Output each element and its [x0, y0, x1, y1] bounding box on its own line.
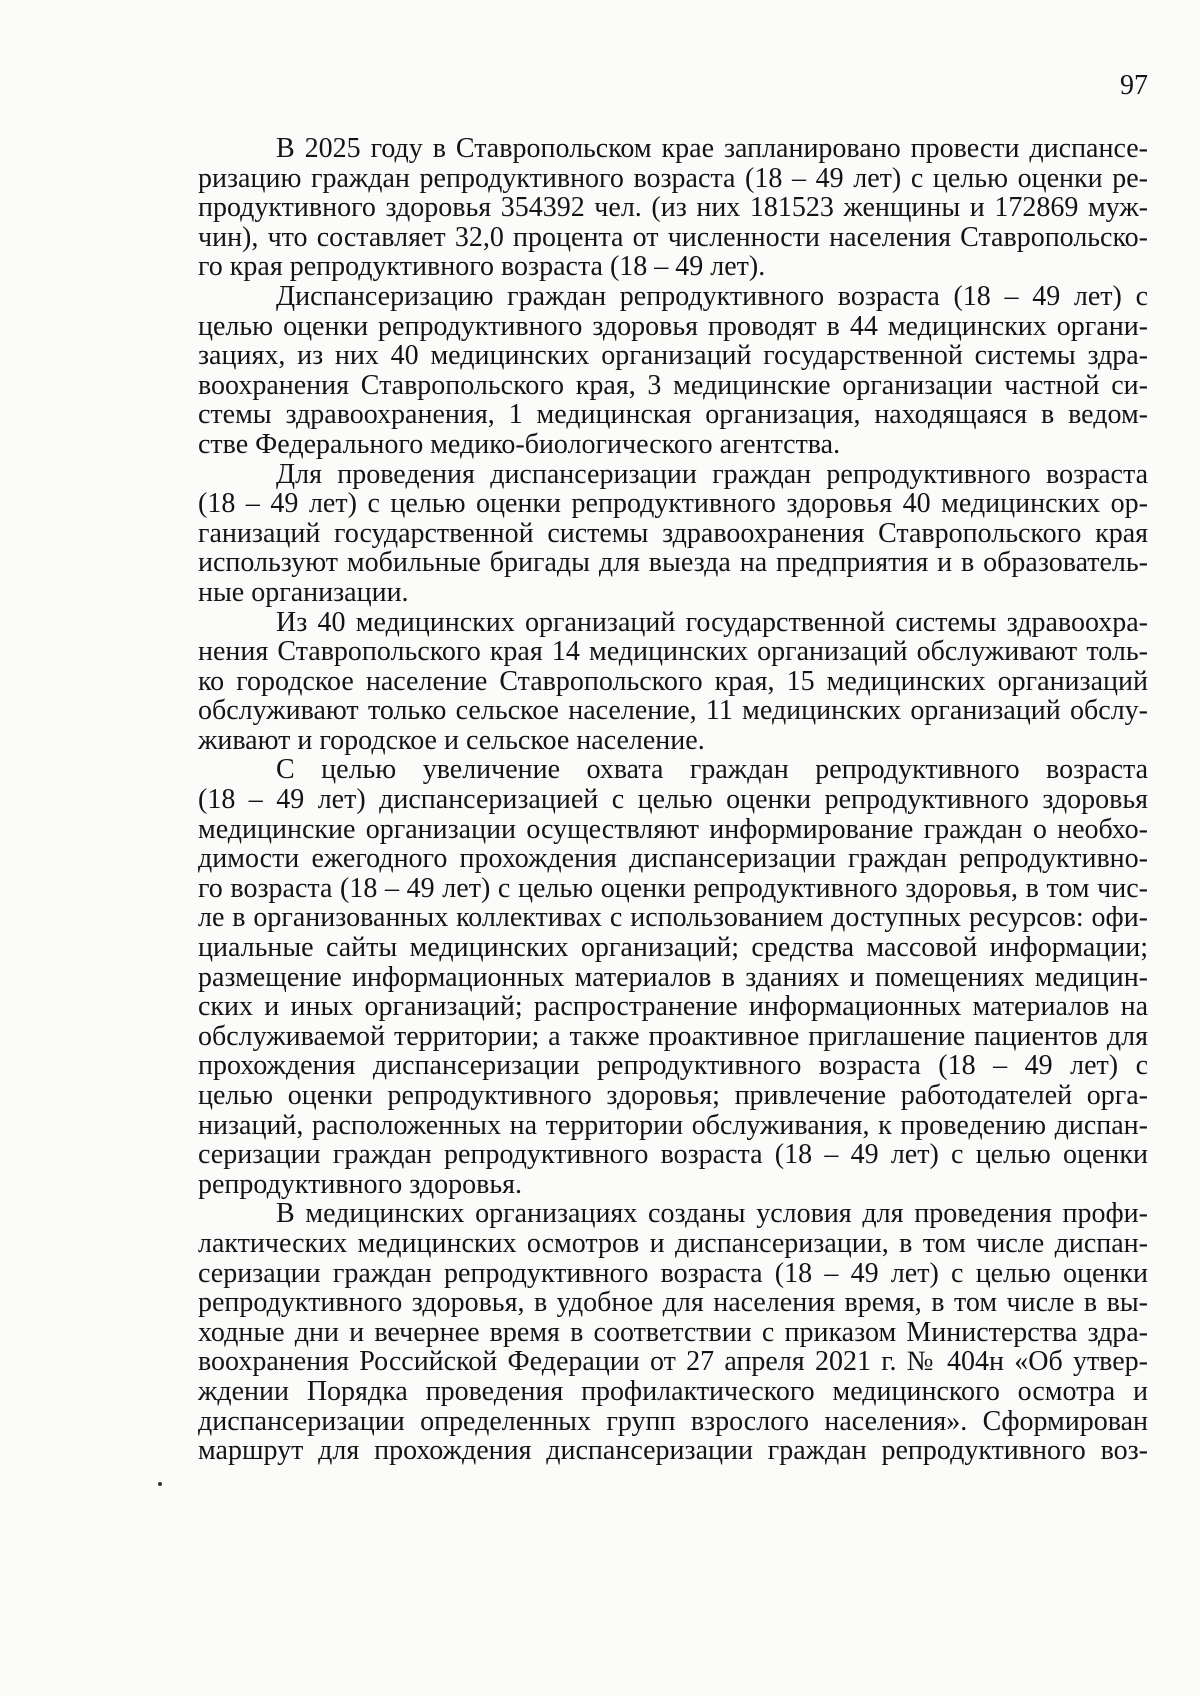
text-line: ко городское население Ставропольского края, 15 медицинских организаций [198, 665, 1148, 697]
text-line: ганизаций государственной системы здравоохранения Ставропольского края [198, 517, 1148, 549]
paragraph-6 [198, 1199, 1148, 1465]
text-line: репродуктивного здоровья, в удобное для населения время, в том числе в вы- [198, 1287, 1148, 1319]
text-line: воохранения Ставропольского края, 3 медицинские организации частной си- [198, 369, 1148, 401]
scan-speck [158, 1482, 162, 1486]
text-line: продуктивного здоровья 354392 чел. (из них 181523 женщины и 172869 муж- [198, 192, 1148, 224]
text-line: стемы здравоохранения, 1 медицинская организация, находящаяся в ведом- [198, 399, 1148, 431]
text-line: обслуживаемой территории; а также проактивное приглашение пациентов для [198, 1020, 1148, 1052]
text-line: чин), что составляет 32,0 процента от численности населения Ставропольско- [198, 221, 1148, 253]
text-line: нения Ставропольского края 14 медицинских организаций обслуживают толь- [198, 636, 1148, 668]
text-line: прохождения диспансеризации репродуктивного возраста (18 – 49 лет) с [198, 1050, 1148, 1082]
text-line: го возраста (18 – 49 лет) с целью оценки репродуктивного здоровья, в том чис- [198, 872, 1148, 904]
text-line: размещение информационных материалов в зданиях и помещениях медицин- [198, 961, 1148, 993]
text-line: маршрут для прохождения диспансеризации граждан репродуктивного воз- [198, 1435, 1148, 1467]
text-line: воохранения Российской Федерации от 27 апреля 2021 г. № 404н «Об утвер- [198, 1346, 1148, 1378]
text-line: низаций, расположенных на территории обслуживания, к проведению диспан- [198, 1109, 1148, 1141]
paragraph-5 [198, 755, 1148, 1199]
text-line: С целью увеличение охвата граждан репродуктивного возраста [276, 754, 1148, 786]
text-line: серизации граждан репродуктивного возраста (18 – 49 лет) с целью оценки [198, 1257, 1148, 1289]
text-line: ле в организованных коллективах с использованием доступных ресурсов: офи- [198, 902, 1148, 934]
text-line: ризацию граждан репродуктивного возраста (18 – 49 лет) с целью оценки ре- [198, 162, 1148, 194]
paragraph-1 [198, 134, 1148, 282]
text-line: целью оценки репродуктивного здоровья; привлечение работодателей орга- [198, 1080, 1148, 1111]
page-number: 97 [1120, 70, 1148, 101]
text-line: ные организации. [198, 576, 409, 608]
text-line: ходные дни и вечернее время в соответствии с приказом Министерства здра- [198, 1316, 1148, 1348]
text-line: живают и городское и сельское население. [198, 724, 705, 756]
text-line: димости ежегодного прохождения диспансеризации граждан репродуктивно- [198, 843, 1148, 875]
text-line: целью оценки репродуктивного здоровья проводят в 44 медицинских органи- [198, 310, 1148, 342]
paragraph-3 [198, 460, 1148, 608]
text-line: ских и иных организаций; распространение информационных материалов на [198, 991, 1148, 1023]
text-line: го края репродуктивного возраста (18 – 49 лет). [198, 251, 766, 283]
text-line: (18 – 49 лет) диспансеризацией с целью оценки репродуктивного здоровья [198, 784, 1148, 816]
text-line: стве Федерального медико-биологического агентства. [198, 428, 841, 460]
text-line: обслуживают только сельское население, 11 медицинских организаций обслу- [198, 695, 1148, 727]
text-line: Для проведения диспансеризации граждан репродуктивного возраста [276, 458, 1148, 490]
text-line: диспансеризации определенных групп взрослого населения». Сформирован [198, 1405, 1148, 1437]
text-line: В медицинских организациях созданы условия для проведения профи- [276, 1198, 1148, 1230]
text-line: зациях, из них 40 медицинских организаций государственной системы здра- [198, 340, 1148, 372]
text-line: (18 – 49 лет) с целью оценки репродуктивного здоровья 40 медицинских ор- [198, 488, 1148, 520]
text-line: используют мобильные бригады для выезда на предприятия и в образователь- [198, 547, 1148, 579]
paragraph-4 [198, 608, 1148, 756]
text-line: репродуктивного здоровья. [198, 1168, 522, 1200]
text-line: В 2025 году в Ставропольском крае запланировано провести диспансе- [276, 133, 1148, 164]
text-line: лактических медицинских осмотров и диспансеризации, в том числе диспан- [198, 1227, 1148, 1259]
text-line: циальные сайты медицинских организаций; средства массовой информации; [198, 932, 1148, 964]
body-text [198, 134, 1148, 1466]
paragraph-2 [198, 282, 1148, 460]
text-line: серизации граждан репродуктивного возраста (18 – 49 лет) с целью оценки [198, 1139, 1148, 1171]
text-line: ждении Порядка проведения профилактического медицинского осмотра и [198, 1375, 1148, 1407]
text-line: медицинские организации осуществляют информирование граждан о необхо- [198, 813, 1148, 845]
text-line: Из 40 медицинских организаций государственной системы здравоохра- [276, 606, 1148, 638]
text-line: Диспансеризацию граждан репродуктивного возраста (18 – 49 лет) с [276, 280, 1148, 312]
